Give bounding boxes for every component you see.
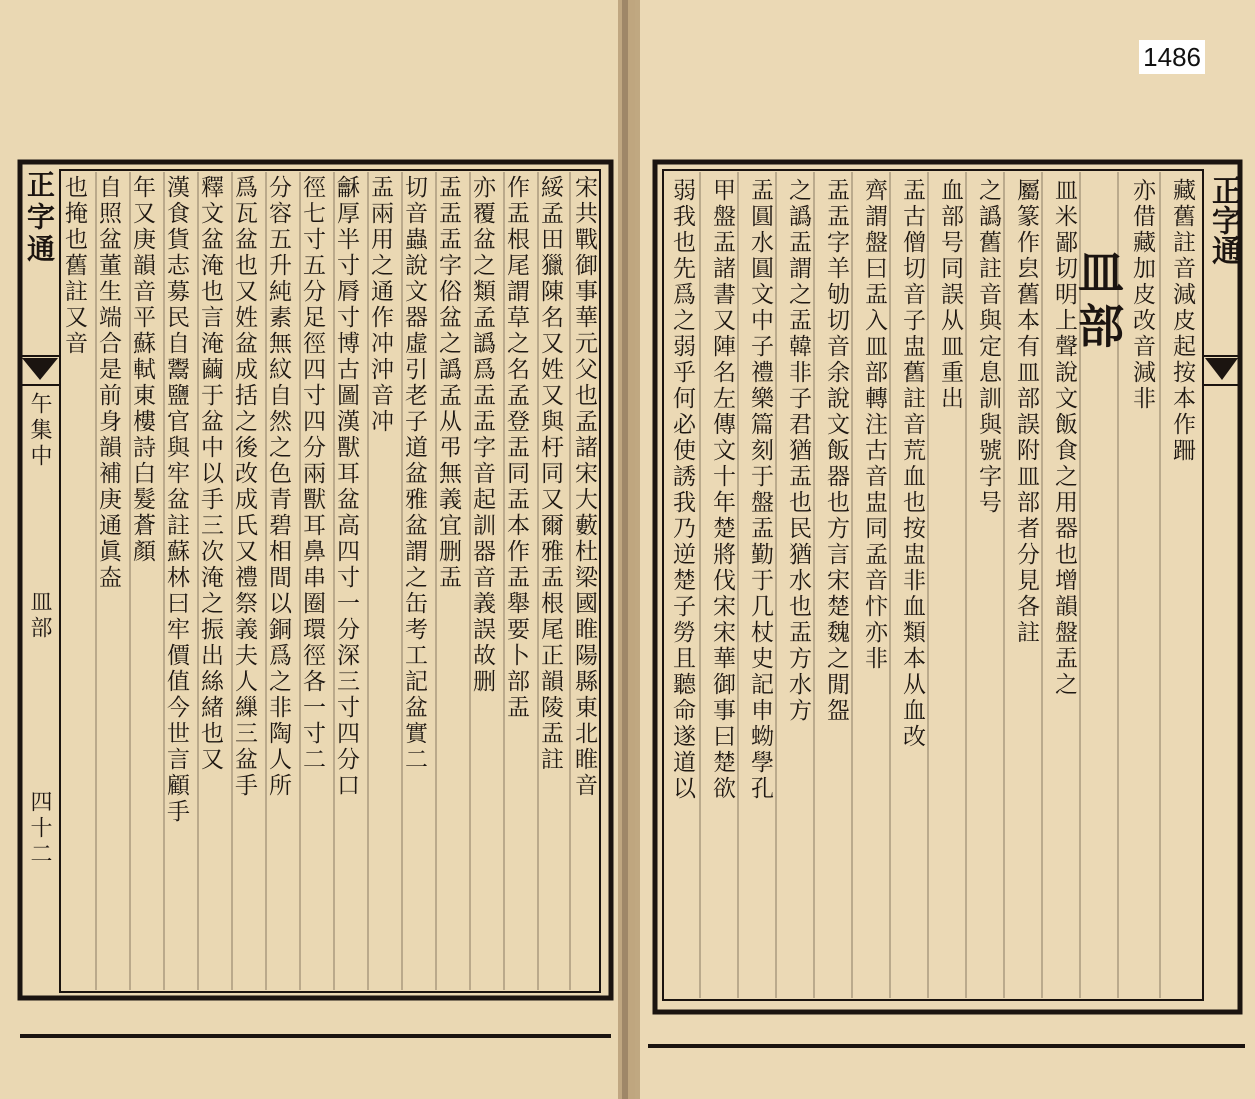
left-col-12: 釋文盆淹也言淹繭于盆中以手三次淹之振出絲緒也又 xyxy=(197,175,223,773)
left-radical-label: 皿部 xyxy=(27,590,52,642)
left-col-13: 漢食貨志募民自鬻鹽官與牢盆註蘇林曰牢價值今世言顧手 xyxy=(163,175,189,825)
right-col-6: 血部号同誤从皿重出 xyxy=(937,178,963,412)
book-gutter xyxy=(618,0,640,1099)
left-col-3: 作盂根尾謂草之名孟登盂同盂本作盂舉要卜部盂 xyxy=(503,175,529,721)
left-col-2: 綏孟田獵陳名又姓又與杅同又爾雅盂根尾正韻陵盂註 xyxy=(537,175,563,773)
right-title-head: 正字通 xyxy=(1206,175,1241,265)
left-col-7: 盂兩用之通作冲沖音冲 xyxy=(367,175,393,435)
page-number-label: 1486 xyxy=(1139,40,1205,74)
right-col-5: 之譌舊註音與定息訓與號字号 xyxy=(975,178,1001,516)
left-col-10: 分容五升純素無紋自然之色青碧相間以銅爲之非陶人所 xyxy=(265,175,291,799)
left-col-6: 切音蟲說文器虛引老子道盆雅盆謂之缶考工記盆實二 xyxy=(401,175,427,773)
right-col-3: 皿米鄙切明上聲說文飯食之用器也增韻盤盂之 xyxy=(1051,178,1077,698)
left-col-4: 亦覆盆之類孟譌爲盂盂字音起訓器音義誤故删 xyxy=(469,175,495,695)
right-col-2: 亦借藏加皮改音減非 xyxy=(1129,178,1155,412)
right-col-10: 之譌盂謂之盂韓非子君猶盂也民猶水也盂方水方 xyxy=(785,178,811,724)
left-title-head: 正字通 xyxy=(23,170,56,266)
left-section-label: 午集中 xyxy=(27,392,52,470)
left-col-11: 爲瓦盆也又姓盆成括之後改成氏又禮祭義夫人繅三盆手 xyxy=(231,175,257,799)
left-col-15: 自照盆董生端合是前身韻補庚通眞盇 xyxy=(95,175,121,591)
right-col-11: 盂圓水圓文中子禮樂篇刻于盤盂勤于几杖史記申蚴學孔 xyxy=(747,178,773,802)
left-col-5: 盂盂盂字俗盆之譌孟从弔無義宜删盂 xyxy=(435,175,461,591)
left-col-9: 徑七寸五分足徑四寸四分兩獸耳鼻串圈環徑各一寸二 xyxy=(299,175,325,773)
right-col-12: 甲盤盂諸書又陣名左傳文十年楚將伐宋宋華御事曰楚欲 xyxy=(709,178,735,802)
right-col-4: 屬篆作㿝舊本有皿部誤附皿部者分見各註 xyxy=(1013,178,1039,646)
right-col-7: 盂古僧切音子盅舊註音荒血也按盅非血類本从血改 xyxy=(899,178,925,750)
left-col-8: 龢厚半寸脣寸博古圖漢獸耳盆高四寸一分深三寸四分口 xyxy=(333,175,359,799)
left-folio-number: 四十二 xyxy=(27,790,52,868)
left-col-16: 也掩也舊註又音 xyxy=(61,175,87,357)
left-col-14: 年又庚韻音平蘇軾東樓詩白髮蒼顏 xyxy=(129,175,155,565)
right-col-1: 藏舊註音減皮起按本作跚 xyxy=(1169,178,1195,464)
right-radical-title: 皿部 xyxy=(1071,248,1125,356)
right-col-9: 盂盂字羊劬切音余說文飯器也方言宋楚魏之閒盌 xyxy=(823,178,849,724)
right-col-13: 弱我也先爲之弱乎何必使誘我乃逆楚子勞且聽命遂道以 xyxy=(669,178,695,802)
left-col-1: 宋共戰御事華元父也孟諸宋大藪杜梁國睢陽縣東北睢音 xyxy=(571,175,597,799)
right-col-8: 齊謂盤曰盂入皿部轉注古音盅同孟音忭亦非 xyxy=(861,178,887,672)
